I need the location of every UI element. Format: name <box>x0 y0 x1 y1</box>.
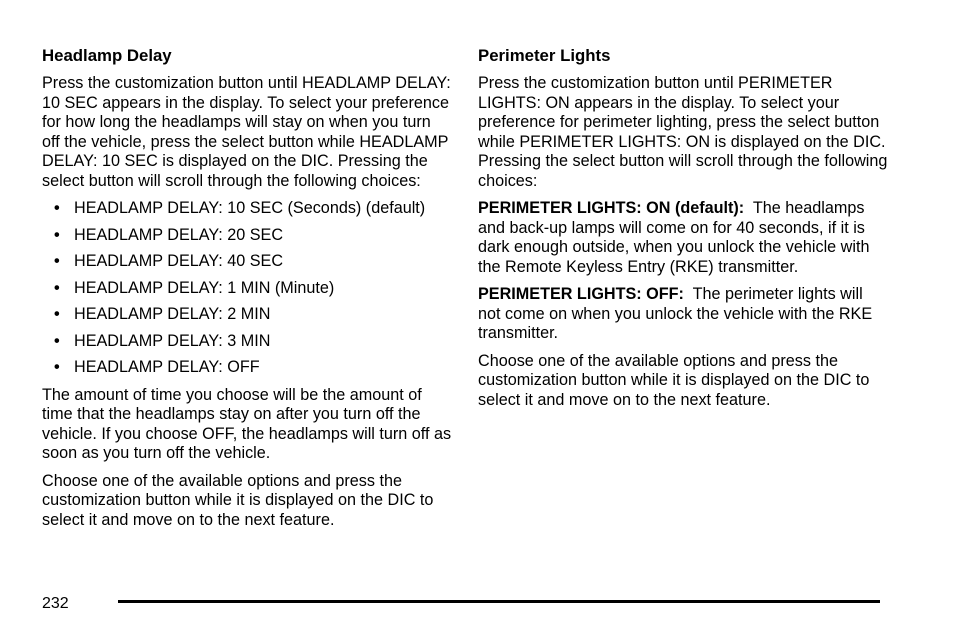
option-text: HEADLAMP DELAY: 20 SEC <box>74 225 284 244</box>
option-text: HEADLAMP DELAY: 2 MIN <box>74 305 271 323</box>
perimeter-lights-off-option <box>478 285 888 344</box>
bullet-icon: • <box>54 252 60 270</box>
right-column <box>478 46 888 418</box>
perimeter-lights-closing: Choose one of the available options and press the customization button while it is displayed on the DIC to select it and move on to the next feature. <box>478 351 870 409</box>
headlamp-delay-closing: Choose one of the available options and press the customization button while it is displayed on the DIC to select it and move on to the next feature. <box>42 471 434 529</box>
list-item <box>42 358 452 378</box>
list-item <box>42 252 452 272</box>
perimeter-lights-heading: Perimeter Lights <box>478 46 611 65</box>
page-number: 232 <box>42 595 69 612</box>
option-text: HEADLAMP DELAY: OFF <box>74 358 260 376</box>
headlamp-delay-options <box>42 199 452 378</box>
bullet-icon: • <box>54 278 60 297</box>
bullet-icon: • <box>54 305 60 323</box>
list-item <box>42 305 452 325</box>
headlamp-delay-explanation: The amount of time you choose will be the amount of time that the headlamps stay on after you turn off the vehicle. If you choose OFF, the headlamps will turn off as soon as you turn off the vehicle. <box>42 385 452 462</box>
on-option-text: The headlamps and back-up lamps will come on for 40 seconds, if it is dark enough outside, when you unlock the vehicle with the Remote Keyless Entry (RKE) transmitter. <box>478 199 870 276</box>
list-item <box>42 279 452 299</box>
option-text: HEADLAMP DELAY: 40 SEC <box>74 252 284 270</box>
list-item <box>42 226 452 246</box>
footer-rule <box>118 600 880 603</box>
list-item <box>42 199 452 219</box>
list-item <box>42 332 452 352</box>
bullet-icon: • <box>54 331 60 350</box>
headlamp-delay-intro: Press the customization button until HEADLAMP DELAY: 10 SEC appears in the display. To select your preference for how long the headlamps will stay on when you turn off the vehicle, press the select button while HEADLAMP DELAY: 10 SEC is displayed on the DIC. Pressing the select button will scroll through the following choices: <box>42 74 451 190</box>
left-column <box>42 46 452 538</box>
bullet-icon: • <box>54 225 60 244</box>
bullet-icon: • <box>54 199 60 217</box>
off-option-label: PERIMETER LIGHTS: OFF: <box>478 285 684 303</box>
off-option-text: The perimeter lights will not come on when you unlock the vehicle with the RKE transmitter. <box>478 285 873 342</box>
perimeter-lights-on-option <box>478 199 888 277</box>
headlamp-delay-heading: Headlamp Delay <box>42 46 172 65</box>
option-text: HEADLAMP DELAY: 10 SEC (Seconds) (default) <box>74 199 426 217</box>
perimeter-lights-intro: Press the customization button until PERIMETER LIGHTS: ON appears in the display. To select your preference for perimeter lighting, press the select button while PERIMETER LIGHTS: ON is displayed on the DIC. Pressing the select button will scroll through the following choices: <box>478 74 888 190</box>
on-option-label: PERIMETER LIGHTS: ON (default): <box>478 199 745 217</box>
option-text: HEADLAMP DELAY: 3 MIN <box>74 331 271 350</box>
option-text: HEADLAMP DELAY: 1 MIN (Minute) <box>74 278 335 297</box>
bullet-icon: • <box>54 358 60 376</box>
